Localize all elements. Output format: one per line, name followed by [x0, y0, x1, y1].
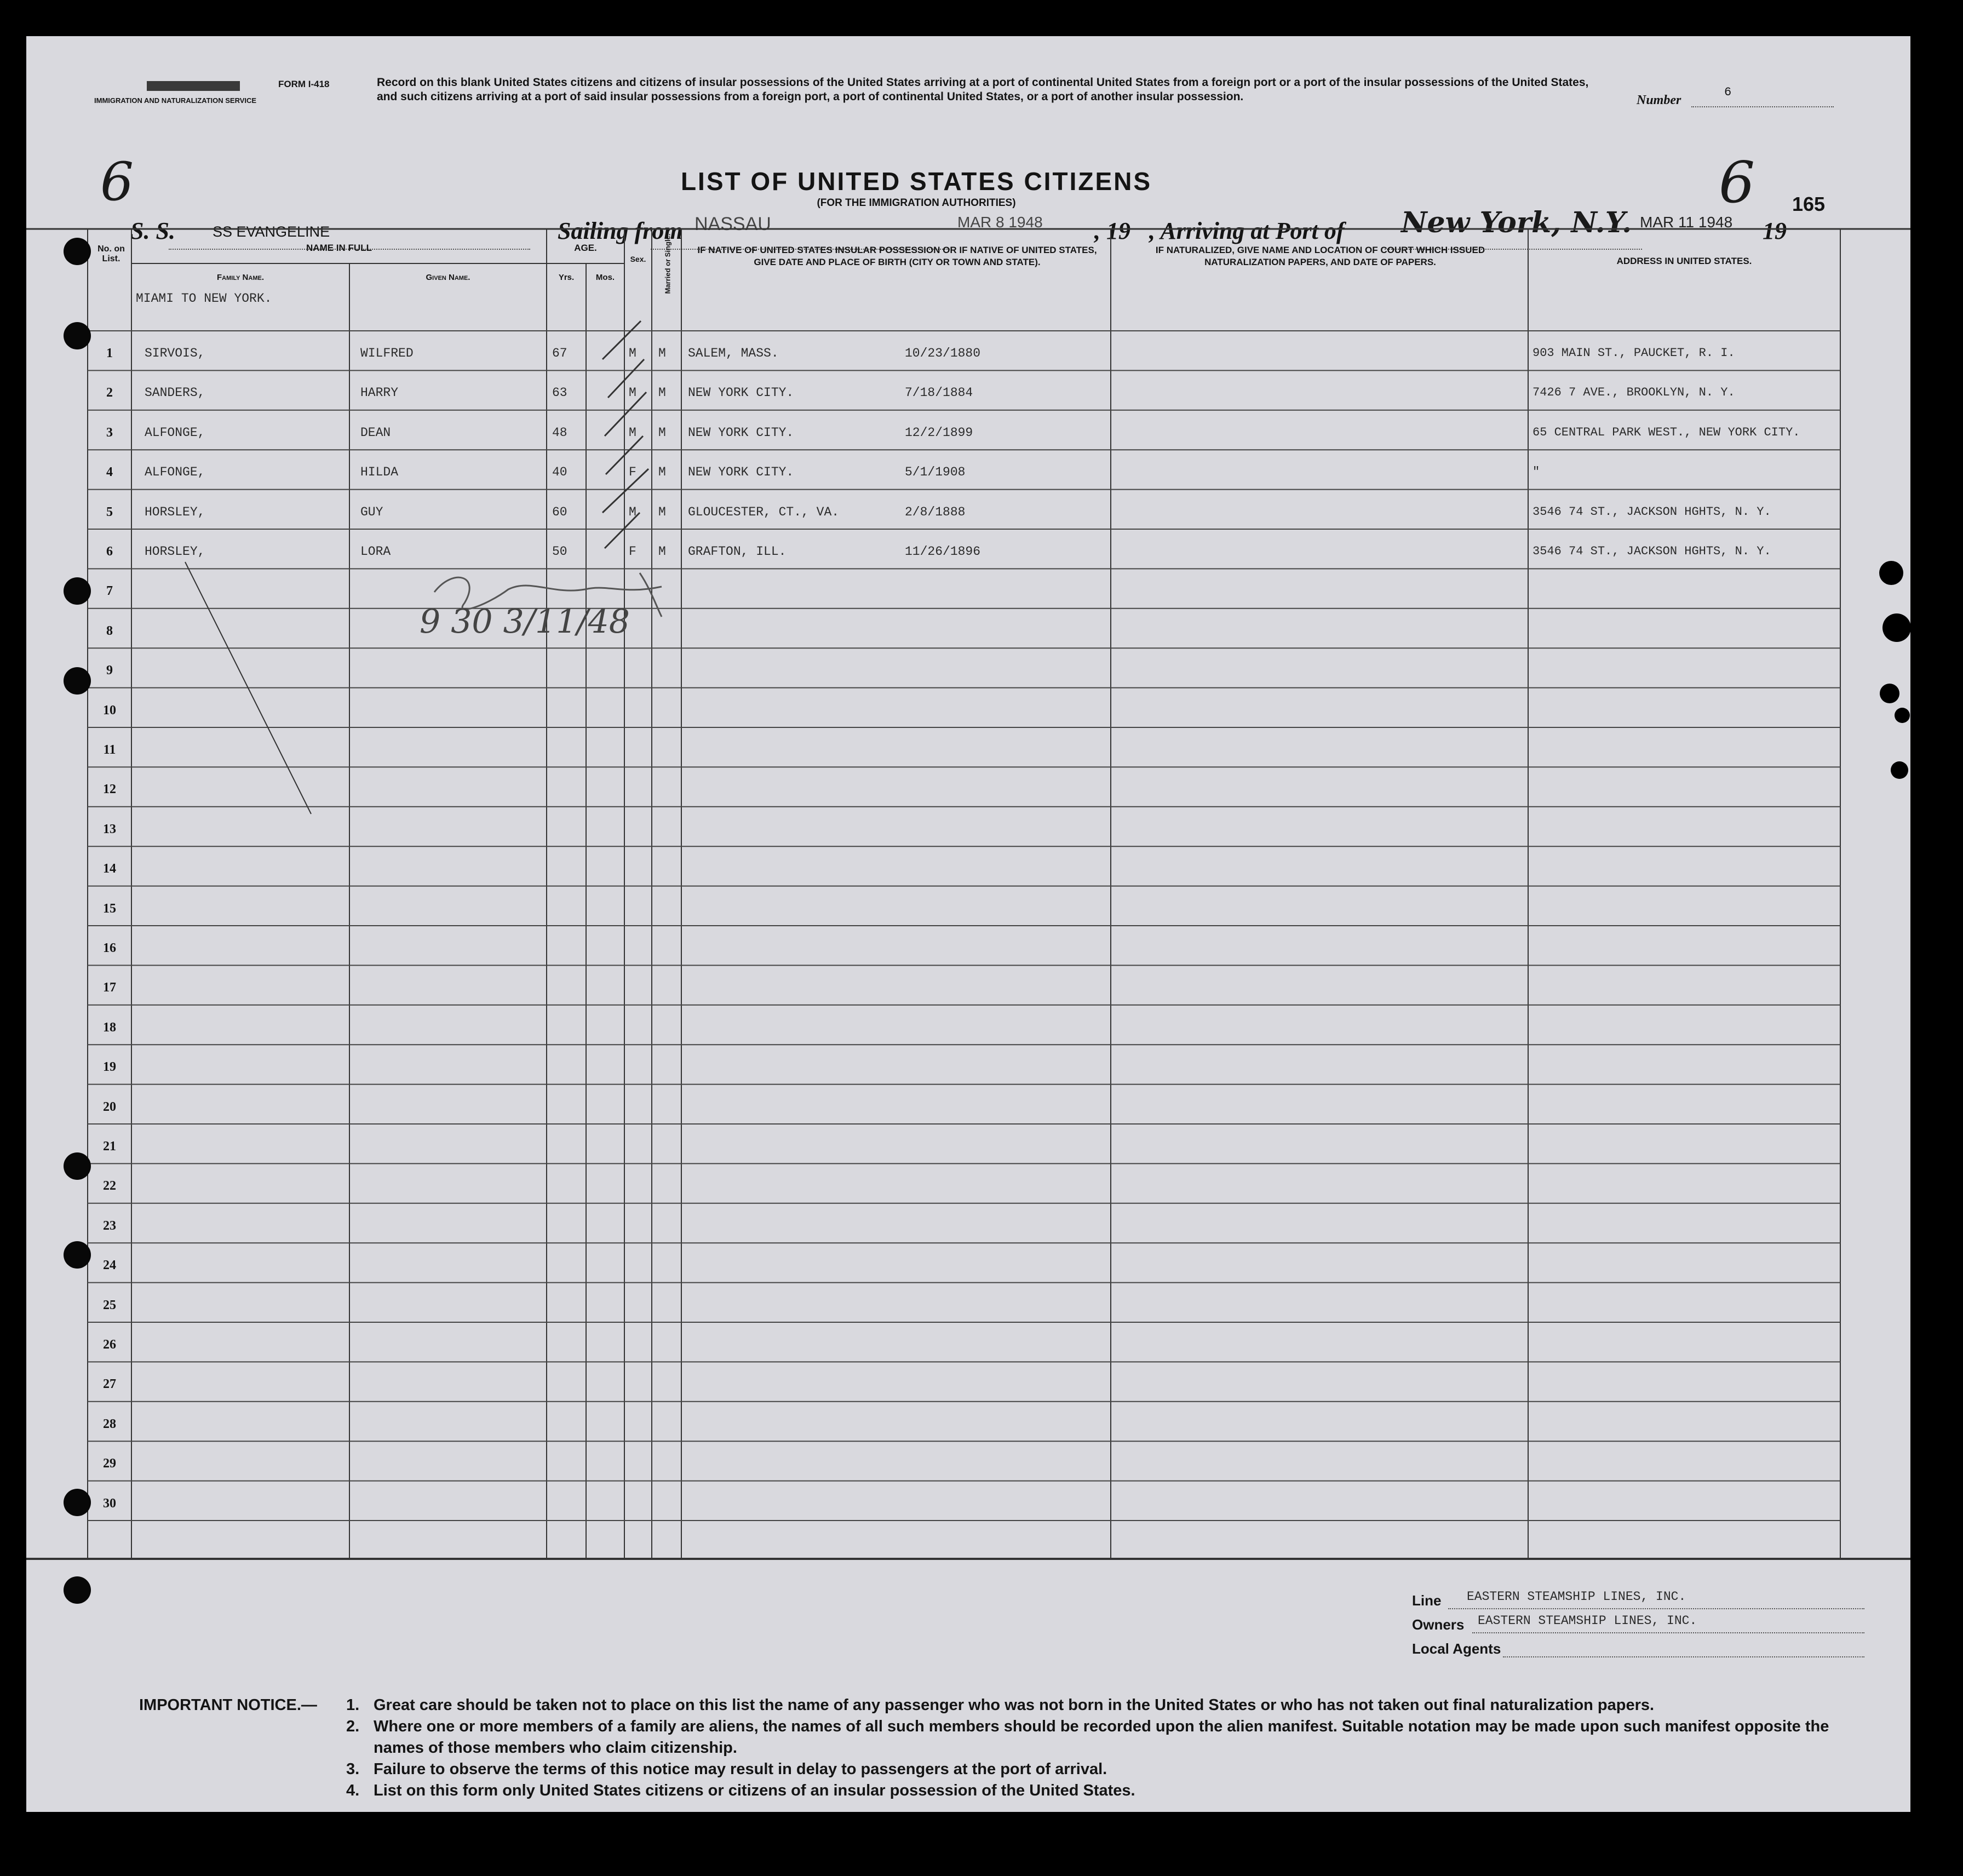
age-years-cell: 48: [552, 425, 567, 440]
row-number: 6: [106, 544, 113, 559]
row-number: 3: [106, 425, 113, 440]
birth-date-cell: 10/23/1880: [905, 346, 981, 360]
row-number: 16: [103, 941, 116, 955]
family-name-cell: ALFONGE,: [145, 465, 205, 480]
sailing-date: MAR 8 1948: [957, 214, 1043, 231]
record-instruction: Record on this blank United States citizens and citizens of insular possessions of the United States arriving at a port of continental United States from a foreign port or a port of the insular possessions of the United States, and such citizens arriving at a port of said insular possessions from a foreign port, a port of continental United States, or a port of another insular possession.: [377, 76, 1589, 103]
year-suffix-1: , 19: [1094, 217, 1130, 244]
age-years-cell: 60: [552, 504, 567, 519]
handwritten-number-left: 6: [100, 151, 134, 213]
row-number: 21: [103, 1139, 116, 1154]
binding-hole: [64, 1152, 91, 1180]
age-years-cell: 67: [552, 346, 567, 360]
row-number: 29: [103, 1456, 116, 1471]
given-name-cell: GUY: [360, 504, 383, 519]
manifest-grid: [26, 36, 1910, 1812]
row-number: 15: [103, 901, 116, 916]
route-note: MIAMI TO NEW YORK.: [136, 291, 272, 306]
birthplace-cell: GRAFTON, ILL.: [688, 544, 787, 559]
row-number: 7: [106, 584, 113, 599]
col-married-single: Married or Single.: [663, 233, 672, 294]
ss-label: S. S.: [130, 217, 175, 244]
col-no: No. on List.: [97, 244, 125, 263]
binding-hole: [64, 1241, 91, 1269]
row-number: 13: [103, 822, 116, 836]
row-number: 24: [103, 1258, 116, 1273]
address-cell: 65 CENTRAL PARK WEST., NEW YORK CITY.: [1532, 425, 1800, 439]
family-name-cell: SIRVOIS,: [145, 346, 205, 360]
address-cell: ": [1532, 465, 1540, 479]
row-number: 5: [106, 504, 113, 519]
row-number: 2: [106, 386, 113, 400]
birth-date-cell: 5/1/1908: [905, 465, 966, 480]
age-years-cell: 63: [552, 386, 567, 400]
given-name-cell: HILDA: [360, 465, 399, 480]
row-number: 17: [103, 980, 116, 995]
binding-hole: [64, 238, 91, 265]
birth-date-cell: 11/26/1896: [905, 544, 981, 559]
notice-item-number: 1.: [346, 1696, 360, 1714]
notice-item-text: Where one or more members of a family are aliens, the names of all such members should be recorded upon the alien manifest. Suitable notation may be made upon such manifest opposite the names of those members who claim citizenship.: [374, 1718, 1829, 1757]
binding-hole: [64, 577, 91, 605]
agents-label: Local Agents: [1412, 1640, 1501, 1657]
page-subtitle: (FOR THE IMMIGRATION AUTHORITIES): [817, 197, 1016, 209]
number-value: 6: [1724, 85, 1732, 99]
notice-item: [346, 1716, 1880, 1759]
arriving-label: , Arriving at Port of: [1149, 217, 1345, 244]
year-suffix-2: 19: [1763, 217, 1787, 244]
age-years-cell: 40: [552, 465, 567, 480]
sex-cell: M: [629, 386, 636, 400]
manifest-sheet: [26, 36, 1910, 1812]
birth-date-cell: 2/8/1888: [905, 504, 966, 519]
col-name-in-full: NAME IN FULL: [306, 243, 372, 253]
notice-item-text: Great care should be taken not to place on this list the name of any passenger who was not born in the United States or who has not taken out final naturalization papers.: [374, 1696, 1655, 1714]
family-name-cell: HORSLEY,: [145, 544, 205, 559]
agency-name: IMMIGRATION AND NATURALIZATION SERVICE: [94, 96, 257, 105]
binding-hole: [64, 1489, 91, 1516]
row-number: 1: [106, 346, 113, 360]
row-number: 8: [106, 623, 113, 638]
address-cell: 3546 74 ST., JACKSON HGHTS, N. Y.: [1532, 504, 1771, 519]
notice-label: IMPORTANT NOTICE.—: [139, 1696, 317, 1714]
handwritten-annotation: 9 30 3/11/48: [420, 603, 630, 641]
birthplace-cell: NEW YORK CITY.: [688, 425, 794, 440]
sex-cell: F: [629, 544, 636, 559]
col-naturalized: IF NATURALIZED, GIVE NAME AND LOCATION OF COURT WHICH ISSUED NATURALIZATION PAPERS, AND DATE OF PAPERS.: [1155, 245, 1485, 267]
binding-hole: [64, 667, 91, 695]
col-yrs: Yrs.: [558, 273, 575, 282]
binding-hole: [64, 322, 91, 349]
birth-date-cell: 12/2/1899: [905, 425, 973, 440]
marital-status-cell: M: [658, 425, 666, 440]
given-name-cell: LORA: [360, 544, 391, 559]
row-number: 23: [103, 1218, 116, 1233]
col-address: ADDRESS IN UNITED STATES.: [1616, 256, 1752, 266]
row-number: 4: [106, 465, 113, 480]
sailing-from: NASSAU: [694, 214, 771, 234]
row-number: 25: [103, 1298, 116, 1312]
arriving-port: New York, N.Y.: [1401, 206, 1632, 239]
col-age: AGE.: [574, 243, 597, 253]
col-mos: Mos.: [595, 273, 615, 282]
line-label: Line: [1412, 1592, 1442, 1609]
page-number: 165: [1792, 193, 1826, 215]
row-number: 19: [103, 1060, 116, 1075]
col-native-birth: IF NATIVE OF UNITED STATES INSULAR POSSESSION OR IF NATIVE OF UNITED STATES, GIVE DATE AND PLACE OF BIRTH (CITY OR TOWN AND STATE).: [697, 245, 1097, 267]
owners-value: EASTERN STEAMSHIP LINES, INC.: [1478, 1614, 1697, 1628]
row-number: 12: [103, 782, 116, 797]
owners-dotline: [1472, 1632, 1864, 1633]
row-number: 18: [103, 1020, 116, 1035]
notice-item-number: 2.: [346, 1718, 360, 1735]
col-sex: Sex.: [630, 255, 646, 263]
birthplace-cell: SALEM, MASS.: [688, 346, 779, 360]
birthplace-cell: NEW YORK CITY.: [688, 465, 794, 480]
given-name-cell: HARRY: [360, 386, 399, 400]
col-family-name: Family Name.: [217, 273, 264, 282]
marital-status-cell: M: [658, 346, 666, 360]
sailing-label: Sailing from: [558, 217, 683, 244]
address-cell: 903 MAIN ST., PAUCKET, R. I.: [1532, 346, 1735, 360]
number-label: Number: [1637, 93, 1681, 107]
row-number: 28: [103, 1416, 116, 1431]
marital-status-cell: M: [658, 465, 666, 480]
row-number: 30: [103, 1496, 116, 1511]
sex-cell: M: [629, 504, 636, 519]
address-cell: 7426 7 AVE., BROOKLYN, N. Y.: [1532, 386, 1735, 400]
notice-item-text: List on this form only United States citizens or citizens of an insular possession of the United States.: [374, 1782, 1135, 1799]
sex-cell: F: [629, 465, 636, 480]
family-name-cell: SANDERS,: [145, 386, 205, 400]
col-given-name: Given Name.: [426, 273, 470, 282]
notice-item-number: 3.: [346, 1760, 360, 1778]
given-name-cell: DEAN: [360, 425, 391, 440]
given-name-cell: WILFRED: [360, 346, 414, 360]
binding-hole: [64, 1576, 91, 1604]
birth-date-cell: 7/18/1884: [905, 386, 973, 400]
row-number: 10: [103, 703, 116, 718]
line-value: EASTERN STEAMSHIP LINES, INC.: [1467, 1590, 1686, 1604]
birthplace-cell: GLOUCESTER, CT., VA.: [688, 504, 840, 519]
marital-status-cell: M: [658, 544, 666, 559]
row-number: 9: [106, 663, 113, 678]
row-number: 11: [103, 743, 116, 757]
row-number: 27: [103, 1377, 116, 1392]
notice-item: [346, 1780, 1880, 1802]
owners-label: Owners: [1412, 1616, 1465, 1633]
family-name-cell: HORSLEY,: [145, 504, 205, 519]
notice-item: [346, 1759, 1880, 1780]
line-dotline: [1448, 1608, 1864, 1609]
row-number: 14: [103, 862, 116, 876]
family-name-cell: ALFONGE,: [145, 425, 205, 440]
form-number: FORM I-418: [278, 79, 330, 89]
notice-item-number: 4.: [346, 1782, 360, 1799]
row-number: 20: [103, 1099, 116, 1114]
agents-dotline: [1503, 1656, 1864, 1657]
arriving-date: MAR 11 1948: [1640, 214, 1733, 231]
birthplace-cell: NEW YORK CITY.: [688, 386, 794, 400]
notice-item: [346, 1695, 1880, 1716]
handwritten-number-right: 6: [1719, 149, 1755, 216]
sex-cell: M: [629, 346, 636, 360]
ship-name: SS EVANGELINE: [213, 223, 330, 240]
row-number: 22: [103, 1179, 116, 1194]
row-number: 26: [103, 1338, 116, 1352]
address-cell: 3546 74 ST., JACKSON HGHTS, N. Y.: [1532, 544, 1771, 558]
page-title: LIST OF UNITED STATES CITIZENS: [680, 167, 1152, 196]
sex-cell: M: [629, 425, 636, 440]
notice-item-text: Failure to observe the terms of this notice may result in delay to passengers at the port of arrival.: [374, 1760, 1107, 1778]
age-years-cell: 50: [552, 544, 567, 559]
marital-status-cell: M: [658, 504, 666, 519]
notice-items: [346, 1695, 1880, 1802]
marital-status-cell: M: [658, 386, 666, 400]
